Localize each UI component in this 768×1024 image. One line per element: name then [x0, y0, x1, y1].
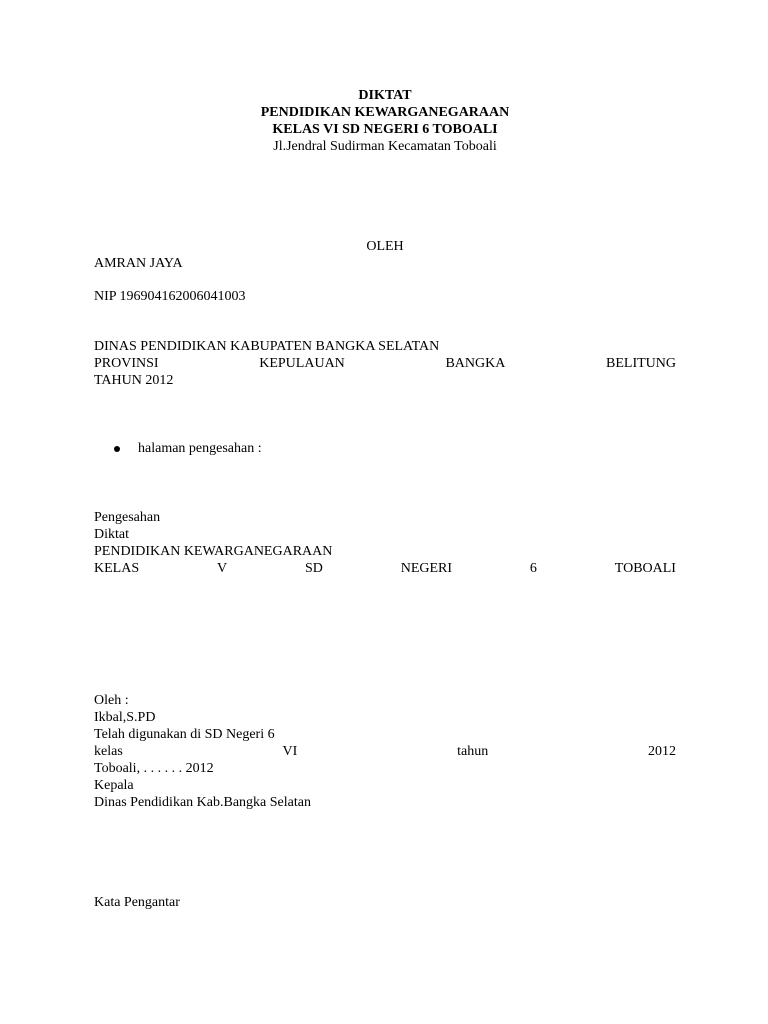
institution-word: PROVINSI: [94, 356, 159, 371]
signoff-word: kelas: [94, 744, 123, 759]
signoff-dinas: Dinas Pendidikan Kab.Bangka Selatan: [94, 795, 311, 810]
section-heading-kata-pengantar: Kata Pengantar: [94, 895, 180, 910]
signoff-oleh: Oleh :: [94, 693, 129, 708]
bullet-icon: [114, 446, 120, 452]
signoff-name: Ikbal,S.PD: [94, 710, 156, 725]
pengesahan-word: SD: [304, 561, 323, 576]
signoff-kepala: Kepala: [94, 778, 134, 793]
pengesahan-diktat: Diktat: [94, 527, 129, 542]
bullet-text: halaman pengesahan :: [138, 441, 262, 456]
doc-title-class: KELAS VI SD NEGERI 6 TOBOALI: [272, 122, 498, 137]
doc-title-diktat: DIKTAT: [358, 88, 412, 103]
institution-word: BANGKA: [445, 356, 506, 371]
institution-year: TAHUN 2012: [94, 373, 174, 388]
pengesahan-word: TOBOALI: [614, 561, 676, 576]
signoff-place-date: Toboali, . . . . . . 2012: [94, 761, 214, 776]
institution-word: KEPULAUAN: [259, 356, 345, 371]
signoff-used: Telah digunakan di SD Negeri 6: [94, 727, 275, 742]
author-nip: NIP 196904162006041003: [94, 289, 246, 304]
doc-title-subject: PENDIDIKAN KEWARGANEGARAAN: [260, 105, 510, 120]
pengesahan-subject: PENDIDIKAN KEWARGANEGARAAN: [94, 544, 333, 559]
signoff-word: tahun: [457, 744, 489, 759]
pengesahan-word: V: [216, 561, 228, 576]
signoff-class-line: [94, 743, 676, 760]
institution-line-1: DINAS PENDIDIKAN KABUPATEN BANGKA SELATAN: [94, 339, 440, 354]
pengesahan-class-line: [94, 560, 676, 577]
author-name: AMRAN JAYA: [94, 256, 183, 271]
pengesahan-word: KELAS: [94, 561, 140, 576]
bullet-list-item: [114, 440, 262, 457]
signoff-word: 2012: [648, 744, 676, 759]
author-oleh-heading: OLEH: [366, 239, 404, 254]
signoff-word: VI: [282, 744, 298, 759]
doc-address: Jl.Jendral Sudirman Kecamatan Toboali: [273, 139, 497, 154]
pengesahan-word: 6: [529, 561, 537, 576]
pengesahan-heading: Pengesahan: [94, 510, 161, 525]
institution-word: BELITUNG: [606, 356, 676, 371]
pengesahan-word: NEGERI: [400, 561, 453, 576]
institution-line-2: [94, 355, 676, 372]
